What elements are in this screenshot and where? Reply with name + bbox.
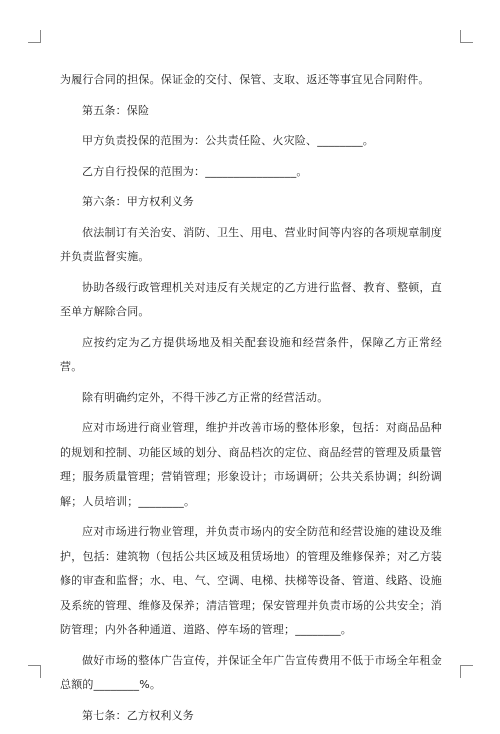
section-heading: 第五条：保险 xyxy=(82,103,150,117)
corner-mark-bottom-left xyxy=(28,665,41,678)
paragraph: 做好市场的整体广告宣传，并保证全年广告宣传费用不低于市场全年租金总额的________%。 xyxy=(60,653,442,691)
corner-mark-bottom-right xyxy=(460,665,473,678)
paragraph: 甲方负责投保的范围为：公共责任险、火灾险、________。 xyxy=(82,134,374,147)
paragraph: 协助各级行政管理机关对违反有关规定的乙方进行监督、教育、整顿，直至单方解除合同。 xyxy=(60,280,442,318)
section-heading: 第六条：甲方权利义务 xyxy=(82,195,194,208)
corner-mark-top-right xyxy=(460,30,473,43)
paragraph: 应对市场进行商业管理，维护并改善市场的整体形象，包括：对商品品种的规划和控制、功能区域的划分、商品档次的定位、商品经营的管理及质量管理；服务质量管理；营销管理；形象设计；市场调研；公共关系协调；纠纷调解；人员培训；________。 xyxy=(60,421,442,508)
paragraph: 应按约定为乙方提供场地及相关配套设施和经营条件，保障乙方正常经营。 xyxy=(60,335,442,373)
corner-mark-top-left xyxy=(28,30,41,43)
section-heading: 第七条：乙方权利义务 xyxy=(82,708,194,722)
document-body xyxy=(60,68,442,734)
paragraph: 为履行合同的担保。保证金的交付、保管、支取、返还等事宜见合同附件。 xyxy=(60,73,430,86)
paragraph: 乙方自行投保的范围为：________________。 xyxy=(82,164,308,178)
paragraph: 应对市场进行物业管理，并负责市场内的安全防范和经营设施的建设及维护，包括：建筑物（包括公共区域及租赁场地）的管理及维修保养；对乙方装修的审查和监督；水、电、气、空调、电梯、扶梯等设备、管道、线路、设施及系统的管理、维修及保养；清洁管理；保安管理并负责市场的公共安全；消防管理；内外各种通道、道路、停车场的管理；________。 xyxy=(60,525,442,636)
paragraph: 除有明确约定外，不得干涉乙方正常的经营活动。 xyxy=(82,390,329,404)
paragraph: 依法制订有关治安、消防、卫生、用电、营业时间等内容的各项规章制度并负责监督实施。 xyxy=(60,225,442,263)
